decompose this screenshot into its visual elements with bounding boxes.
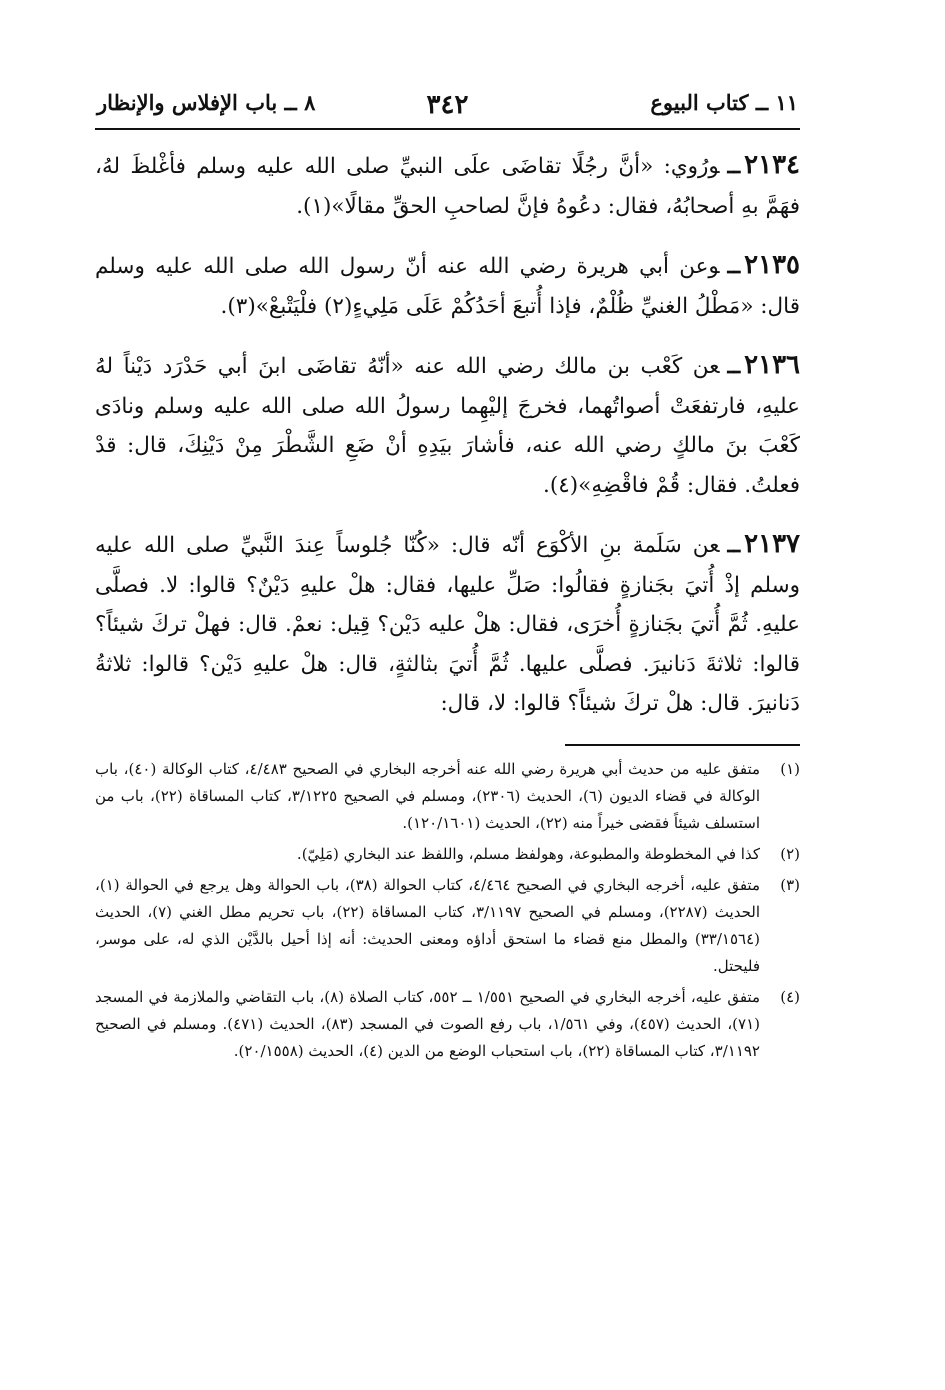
hadith-text: ورُوي: «أنَّ رجُلًا تقاضَى علَى النبيِّ صلى الله عليه وسلم فأغْلظَ لهُ، فهَمَّ بهِ أصحابُهُ، فقال: دعُوهُ فإنَّ لصاحبِ الحقِّ مقالًا»(١). xyxy=(95,154,800,219)
chapter-title: ١١ ــ كتاب البيوع xyxy=(650,90,798,115)
hadith-number: ٢١٣٥ xyxy=(744,250,800,280)
footnote-text: متفق عليه من حديث أبي هريرة رضي الله عنه أخرجه البخاري في الصحيح ٤/٤٨٣، كتاب الوكالة (٤٠)، باب الوكالة في قضاء الديون (٦)، الحديث (٢٣٠٦)، ومسلم في الصحيح ٣/١٢٢٥، كتاب المساقاة (٢٢)، باب من استسلف شيئاً فقضى خيراً منه (٢٢)، الحديث (١٢٠/١٦٠١). xyxy=(95,759,761,832)
main-text xyxy=(95,146,800,724)
hadith-paragraph: ٢١٣٦ــعن كَعْب بن مالك رضي الله عنه «أنّهُ تقاضَى ابنَ أبي حَدْرَد دَيْناً لهُ عليهِ، فارتفعَتْ أصواتُهما، فخرجَ إليْهِما رسولُ الله صلى الله عليه وسلم ونادَى كَعْبَ بنَ مالكٍ رضي الله عنه، فأشارَ بيَدِهِ أنْ ضَعِ الشَّطْرَ مِنْ دَيْنِكَ، قال: قدْ فعلتُ. فقال: قُمْ فاقْضِهِ»(٤). xyxy=(95,350,800,498)
footnote xyxy=(95,756,800,837)
footnote-separator xyxy=(565,744,800,746)
footnote xyxy=(95,984,800,1065)
footnote-text: كذا في المخطوطة والمطبوعة، وهولفظ مسلم، واللفظ عند البخاري (مَلِيّ). xyxy=(296,844,760,863)
footnotes xyxy=(95,756,800,1065)
hadith-text: وعن أبي هريرة رضي الله عنه أنّ رسول الله صلى الله عليه وسلم قال: «مَطْلُ الغنيِّ ظُلْمٌ، فإذا أُتبعَ أحَدُكُمْ عَلَى مَلِيءٍ(٢) فلْيَتْبعْ»(٣). xyxy=(95,254,800,319)
footnote-marker: (٤) xyxy=(780,987,800,1006)
hadith-number: ٢١٣٤ xyxy=(744,150,800,180)
section-title: ٨ ــ باب الإفلاس والإنظار xyxy=(97,90,316,115)
footnote xyxy=(95,841,800,868)
footnote xyxy=(95,872,800,980)
hadith-paragraph: ٢١٣٤ــورُوي: «أنَّ رجُلًا تقاضَى علَى النبيِّ صلى الله عليه وسلم فأغْلظَ لهُ، فهَمَّ بهِ أصحابُهُ، فقال: دعُوهُ فإنَّ لصاحبِ الحقِّ مقالًا»(١). xyxy=(95,150,800,219)
hadith-paragraph: ٢١٣٧ــعن سَلَمة بنِ الأكْوَع أنّه قال: «كُنّا جُلوساً عِندَ النَّبيِّ صلى الله عليه وسلم إذْ أُتيَ بجَنازةٍ فقالُوا: صَلِّ عليها، فقال: هلْ عليهِ دَيْنٌ؟ قالوا: لا. فصلَّى عليهِ. ثُمَّ أُتيَ بجَنازةٍ أُخرَى، فقال: هلْ عليه دَيْن؟ قِيل: نعمْ. قال: فهلْ تركَ شيئاً؟ قالوا: ثلاثةَ دَنانيرَ. فصلَّى عليها. ثُمَّ أُتيَ بثالثةٍ، قال: هلْ عليهِ دَيْن؟ قالوا: ثلاثةُ دَنانيرَ. قال: هلْ تركَ شيئاً؟ قالوا: لا، قال: xyxy=(95,529,800,716)
footnote-marker: (٢) xyxy=(780,844,800,863)
hadith-text: عن سَلَمة بنِ الأكْوَع أنّه قال: «كُنّا جُلوساً عِندَ النَّبيِّ صلى الله عليه وسلم إذْ أُتيَ بجَنازةٍ فقالُوا: صَلِّ عليها، فقال: هلْ عليهِ دَيْنٌ؟ قالوا: لا. فصلَّى عليهِ. ثُمَّ أُتيَ بجَنازةٍ أُخرَى، فقال: هلْ عليه دَيْن؟ قِيل: نعمْ. قال: فهلْ تركَ شيئاً؟ قالوا: ثلاثةَ دَنانيرَ. فصلَّى عليها. ثُمَّ أُتيَ بثالثةٍ، قال: هلْ عليهِ دَيْن؟ قالوا: ثلاثةُ دَنانيرَ. قال: هلْ تركَ شيئاً؟ قالوا: لا، قال: xyxy=(95,533,800,716)
footnote-marker: (٣) xyxy=(780,875,800,894)
footnote-marker: (١) xyxy=(780,759,800,778)
hadith-paragraph: ٢١٣٥ــوعن أبي هريرة رضي الله عنه أنّ رسول الله صلى الله عليه وسلم قال: «مَطْلُ الغنيِّ ظُلْمٌ، فإذا أُتبعَ أحَدُكُمْ عَلَى مَلِيءٍ(٢) فلْيَتْبعْ»(٣). xyxy=(95,250,800,319)
hadith-number: ٢١٣٦ xyxy=(744,350,800,380)
page-header xyxy=(95,86,800,130)
footnote-text: متفق عليه، أخرجه البخاري في الصحيح ١/٥٥١ ــ ٥٥٢، كتاب الصلاة (٨)، باب التقاضي والملازمة في المسجد (٧١)، الحديث (٤٥٧)، وفي ١/٥٦١، باب رفع الصوت في المسجد (٨٣)، الحديث (٤٧١). ومسلم في الصحيح ٣/١١٩٢، كتاب المساقاة (٢٢)، باب استحباب الوضع من الدين (٤)، الحديث (٢٠/١٥٥٨). xyxy=(95,987,761,1060)
footnote-text: متفق عليه، أخرجه البخاري في الصحيح ٤/٤٦٤، كتاب الحوالة (٣٨)، باب الحوالة وهل يرجع في الحوالة (١)، الحديث (٢٢٨٧)، ومسلم في الصحيح ٣/١١٩٧، كتاب المساقاة (٢٢)، باب تحريم مطل الغني (٧)، الحديث (٣٣/١٥٦٤) والمطل منع قضاء ما استحق أداؤه ومعنى الحديث: أنه إذا أحيل بالدَّيْن الذي له، على موسر، فليحتل. xyxy=(95,875,760,975)
hadith-number: ٢١٣٧ xyxy=(744,529,800,559)
page-number: ٣٤٢ xyxy=(426,90,469,120)
hadith-text: عن كَعْب بن مالك رضي الله عنه «أنّهُ تقاضَى ابنَ أبي حَدْرَد دَيْناً لهُ عليهِ، فارتفعَتْ أصواتُهما، فخرجَ إليْهِما رسولُ الله صلى الله عليه وسلم ونادَى كَعْبَ بنَ مالكٍ رضي الله عنه، فأشارَ بيَدِهِ أنْ ضَعِ الشَّطْرَ مِنْ دَيْنِكَ، قال: قدْ فعلتُ. فقال: قُمْ فاقْضِهِ»(٤). xyxy=(95,354,800,498)
book-page xyxy=(95,86,800,1069)
